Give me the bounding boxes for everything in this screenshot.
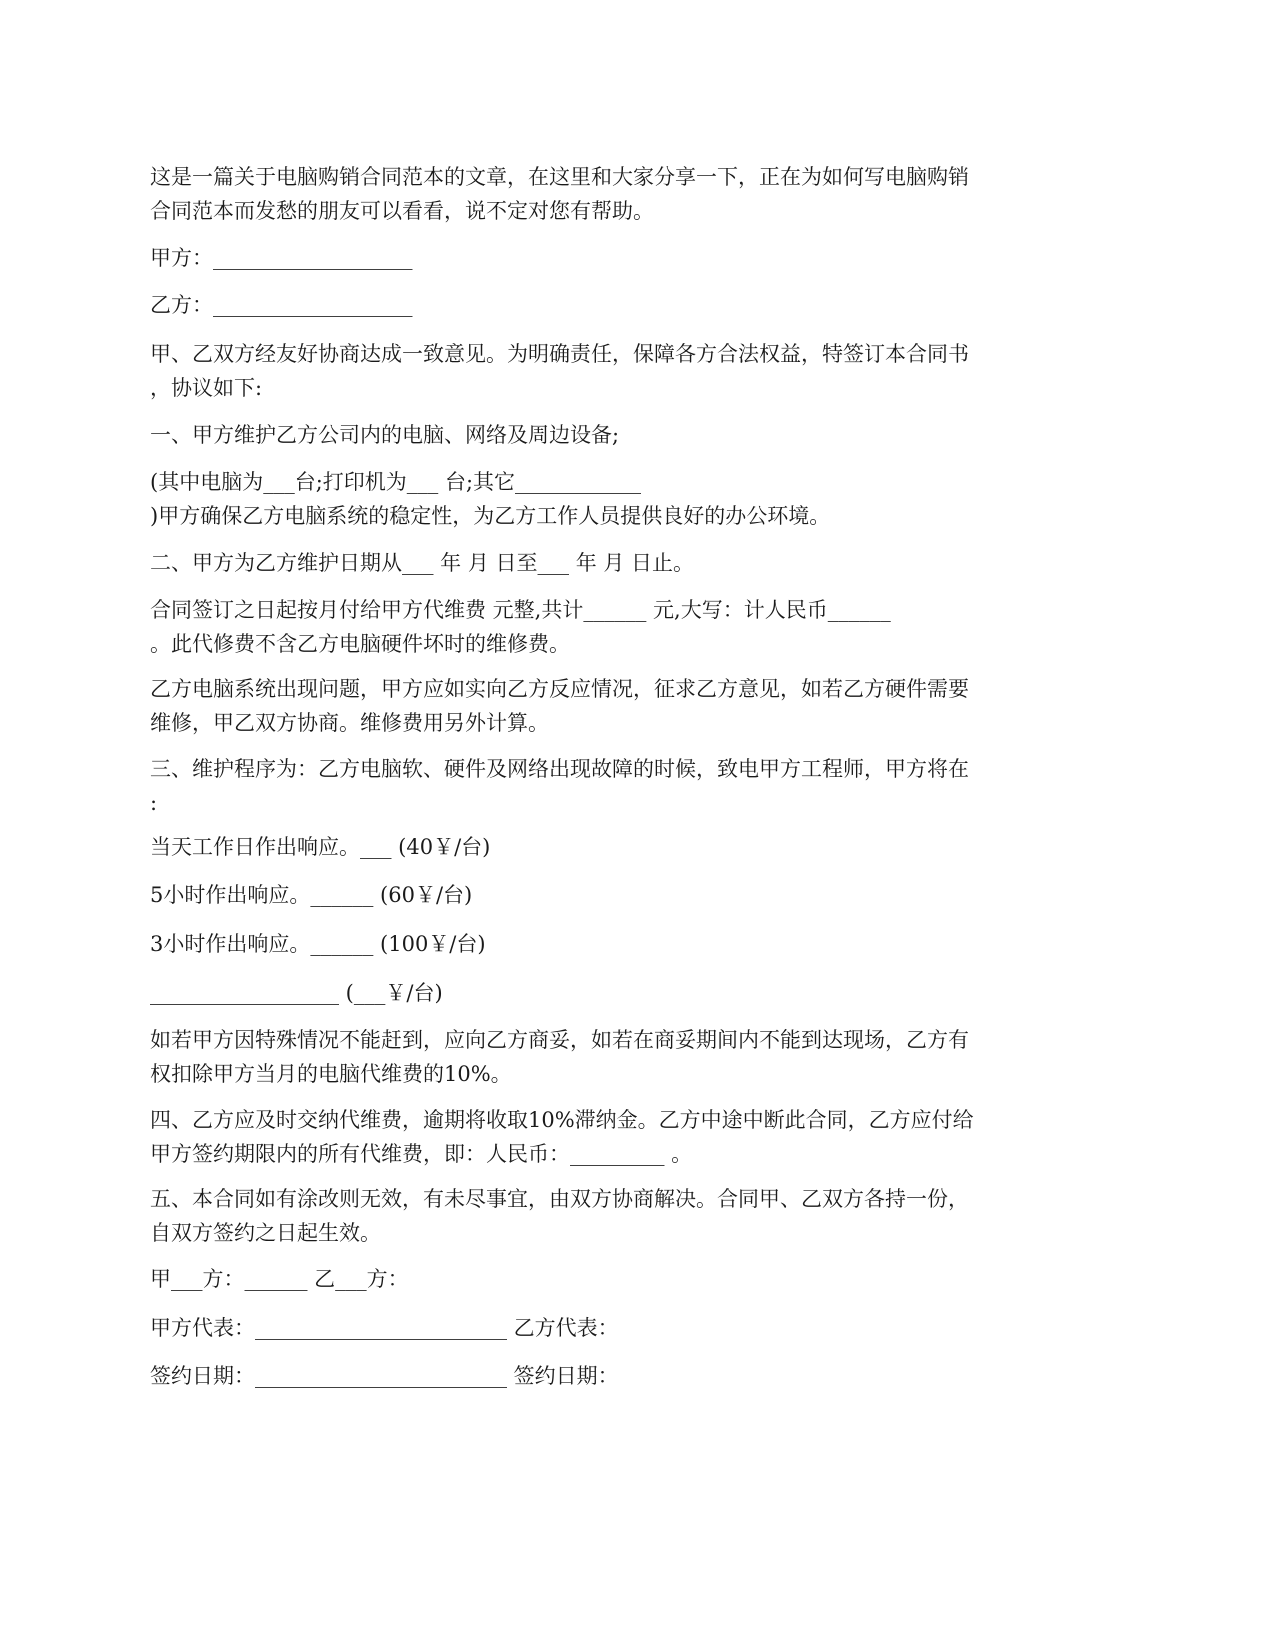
text-line: 合同签订之日起按月付给甲方代维费 元整,共计______ 元,大写：计人民币______ <box>150 598 891 622</box>
signature-representatives <box>150 1311 1125 1345</box>
text-line: __________________ (___￥/台) <box>150 981 443 1005</box>
text-line: : <box>150 791 158 815</box>
party-b-line <box>150 288 1125 322</box>
text-line: )甲方确保乙方电脑系统的稳定性，为乙方工作人员提供良好的办公环境。 <box>150 504 831 528</box>
clause-1-detail <box>150 465 1125 533</box>
text-line: 甲、乙双方经友好协商达成一致意见。为明确责任，保障各方合法权益，特签订本合同书 <box>150 342 969 366</box>
text-line: 一、甲方维护乙方公司内的电脑、网络及周边设备; <box>150 423 620 447</box>
text-line: 3小时作出响应。______ (100￥/台) <box>150 932 486 956</box>
absence-paragraph <box>150 1023 1125 1091</box>
text-line: 当天工作日作出响应。___ (40￥/台) <box>150 835 491 859</box>
text-line: 乙方电脑系统出现问题，甲方应如实向乙方反应情况，征求乙方意见，如若乙方硬件需要 <box>150 677 969 701</box>
problem-paragraph <box>150 672 1125 740</box>
signature-parties <box>150 1262 1125 1296</box>
text-line: 合同范本而发愁的朋友可以看看，说不定对您有帮助。 <box>150 199 654 223</box>
signature-dates <box>150 1359 1125 1393</box>
text-line: 维修，甲乙双方协商。维修费用另外计算。 <box>150 711 549 735</box>
response-custom <box>150 976 1125 1010</box>
clause-1 <box>150 418 1125 452</box>
text-line: (其中电脑为___台;打印机为___ 台;其它____________ <box>150 470 642 494</box>
text-line: ，协议如下: <box>150 376 263 400</box>
text-line: 甲方签约期限内的所有代维费，即：人民币：_________ 。 <box>150 1142 693 1166</box>
text-line: 5小时作出响应。______ (60￥/台) <box>150 883 473 907</box>
text-line: 权扣除甲方当月的电脑代维费的10%。 <box>150 1062 512 1086</box>
text-line: 自双方签约之日起生效。 <box>150 1221 381 1245</box>
clause-2 <box>150 546 1125 580</box>
clause-4 <box>150 1103 1125 1171</box>
clause-5 <box>150 1182 1125 1250</box>
payment-paragraph <box>150 593 1125 661</box>
intro-paragraph <box>150 160 1125 228</box>
text-line: 二、甲方为乙方维护日期从___ 年 月 日至___ 年 月 日止。 <box>150 551 695 575</box>
response-5-hours <box>150 878 1125 912</box>
text-line: 甲___方：______ 乙___方： <box>150 1267 409 1291</box>
text-line: 这是一篇关于电脑购销合同范本的文章，在这里和大家分享一下，正在为如何写电脑购销 <box>150 165 969 189</box>
party-a-line <box>150 241 1125 275</box>
text-line: 甲方：___________________ <box>150 246 413 270</box>
text-line: 如若甲方因特殊情况不能赶到，应向乙方商妥，如若在商妥期间内不能到达现场，乙方有 <box>150 1028 969 1052</box>
text-line: 三、维护程序为：乙方电脑软、硬件及网络出现故障的时候，致电甲方工程师，甲方将在 <box>150 757 969 781</box>
text-line: 签约日期：________________________ 签约日期： <box>150 1364 619 1388</box>
text-line: 。此代修费不含乙方电脑硬件坏时的维修费。 <box>150 632 570 656</box>
text-line: 甲方代表：________________________ 乙方代表： <box>150 1316 619 1340</box>
clause-3 <box>150 752 1125 820</box>
agreement-paragraph <box>150 337 1125 405</box>
response-3-hours <box>150 927 1125 961</box>
response-same-day <box>150 830 1125 864</box>
text-line: 五、本合同如有涂改则无效，有未尽事宜，由双方协商解决。合同甲、乙双方各持一份， <box>150 1187 969 1211</box>
text-line: 乙方：___________________ <box>150 293 413 317</box>
text-line: 四、乙方应及时交纳代维费，逾期将收取10%滞纳金。乙方中途中断此合同，乙方应付给 <box>150 1108 974 1132</box>
